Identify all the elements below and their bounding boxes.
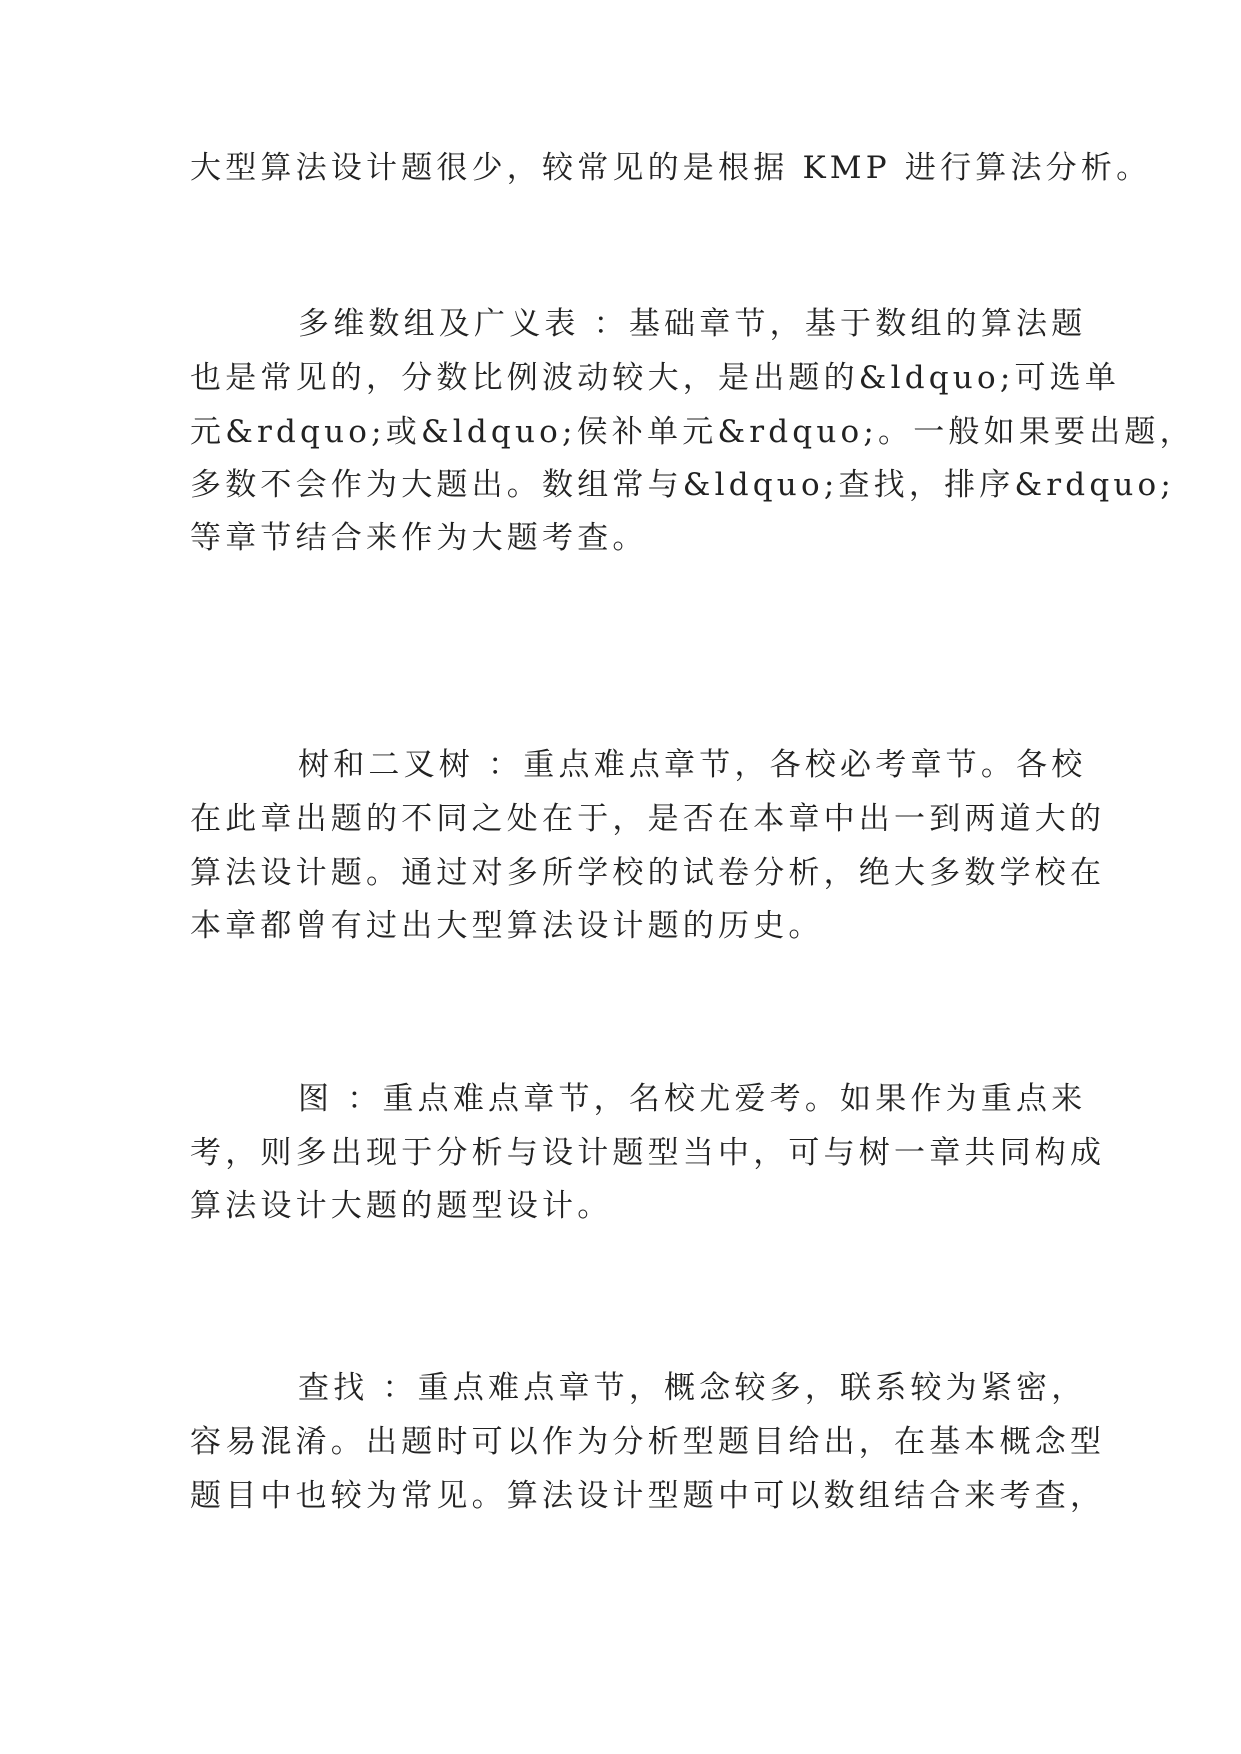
paragraph-multi-dim-arrays-line-2: 也是常见的，分数比例波动较大，是出题的&ldquo;可选单 <box>190 360 1121 396</box>
paragraph-multi-dim-arrays-line-5: 等章节结合来作为大题考查。 <box>190 520 648 556</box>
paragraph-multi-dim-arrays-line-1: 多维数组及广义表 ：基础章节，基于数组的算法题 <box>298 306 1087 342</box>
paragraph-multi-dim-arrays-line-3: 元&rdquo;或&ldquo;侯补单元&rdquo;。一般如果要出题， <box>190 414 1195 450</box>
paragraph-trees-line-1: 树和二叉树 ：重点难点章节，各校必考章节。各校 <box>298 747 1087 783</box>
paragraph-graphs-line-2: 考，则多出现于分析与设计题型当中，可与树一章共同构成 <box>190 1135 1106 1171</box>
paragraph-trees-line-2: 在此章出题的不同之处在于，是否在本章中出一到两道大的 <box>190 801 1106 837</box>
paragraph-search-line-3: 题目中也较为常见。算法设计型题中可以数组结合来考查， <box>190 1478 1106 1514</box>
paragraph-intro-line-1: 大型算法设计题很少，较常见的是根据 KMP 进行算法分析。 <box>190 150 1152 186</box>
paragraph-trees-line-4: 本章都曾有过出大型算法设计题的历史。 <box>190 908 824 944</box>
paragraph-trees-line-3: 算法设计题。通过对多所学校的试卷分析，绝大多数学校在 <box>190 855 1106 891</box>
paragraph-search-line-1: 查找 ：重点难点章节，概念较多，联系较为紧密， <box>298 1370 1087 1406</box>
paragraph-search-line-2: 容易混淆。出题时可以作为分析型题目给出，在基本概念型 <box>190 1424 1106 1460</box>
paragraph-multi-dim-arrays-line-4: 多数不会作为大题出。数组常与&ldquo;查找，排序&rdquo; <box>190 467 1176 503</box>
paragraph-graphs-line-1: 图 ：重点难点章节，名校尤爱考。如果作为重点来 <box>298 1081 1087 1117</box>
paragraph-graphs-line-3: 算法设计大题的题型设计。 <box>190 1188 613 1224</box>
